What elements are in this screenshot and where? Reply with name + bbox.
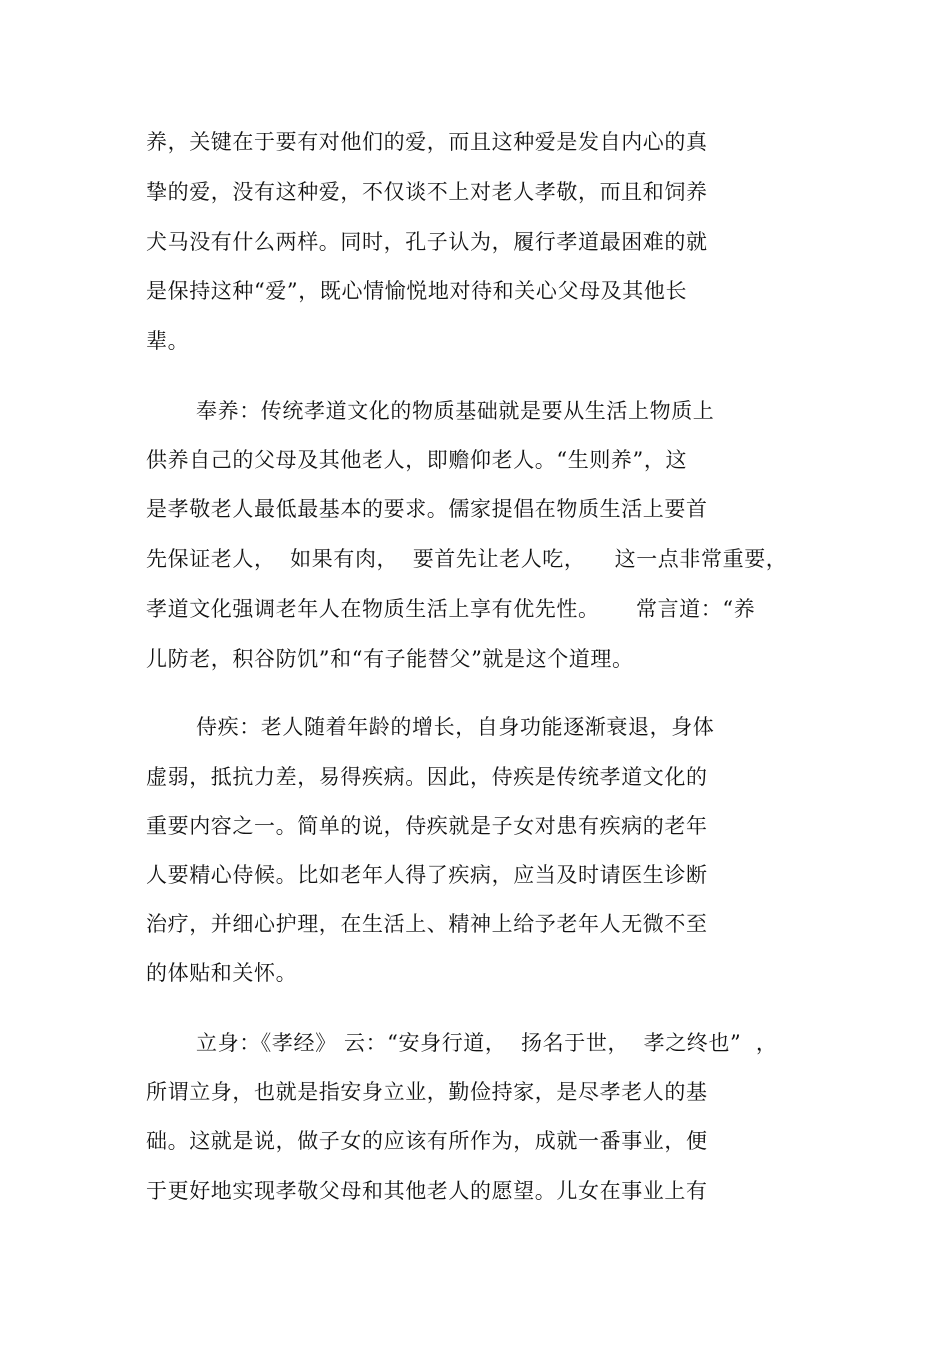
text-line: 供养自己的父母及其他老人，即赡仰老人。“生则养”，这 — [146, 448, 688, 472]
text-line: 虚弱，抵抗力差，易得疾病。因此，侍疾是传统孝道文化的 — [146, 765, 708, 789]
text-line: 人要精心侍候。比如老年人得了疾病，应当及时请医生诊断 — [146, 863, 708, 887]
text-line: 挚的爱，没有这种爱，不仅谈不上对老人孝敬，而且和饲养 — [146, 180, 708, 204]
text-line: 于更好地实现孝敬父母和其他老人的愿望。儿女在事业上有 — [146, 1179, 708, 1203]
text-line: 儿防老，积谷防饥”和“有子能替父”就是这个道理。 — [146, 647, 634, 671]
text-line: 是保持这种“爱”，既心情愉悦地对待和关心父母及其他长 — [146, 279, 688, 303]
text-line: 孝道文化强调老年人在物质生活上享有优先性。 常言道：“养 — [146, 597, 756, 621]
paragraph-start-line: 立身：《孝经》 云：“安身行道， 扬名于世， 孝之终也” ， — [196, 1031, 778, 1055]
text-line: 先保证老人， 如果有肉， 要首先让老人吃， 这一点非常重要， — [146, 547, 788, 571]
text-line: 辈。 — [146, 329, 190, 353]
paragraph-start-line: 奉养：传统孝道文化的物质基础就是要从生活上物质上 — [196, 399, 715, 423]
text-line: 犬马没有什么两样。同时，孔子认为，履行孝道最困难的就 — [146, 230, 708, 254]
text-line: 是孝敬老人最低最基本的要求。儒家提倡在物质生活上要首 — [146, 497, 708, 521]
text-line: 础。这就是说，做子女的应该有所作为，成就一番事业，便 — [146, 1129, 708, 1153]
text-line: 所谓立身，也就是指安身立业，勤俭持家，是尽孝老人的基 — [146, 1080, 708, 1104]
text-line: 治疗，并细心护理，在生活上、精神上给予老年人无微不至 — [146, 912, 708, 936]
text-line: 重要内容之一。简单的说，侍疾就是子女对患有疾病的老年 — [146, 814, 708, 838]
text-line: 养，关键在于要有对他们的爱，而且这种爱是发自内心的真 — [146, 130, 708, 154]
paragraph-start-line: 侍疾：老人随着年龄的增长，自身功能逐渐衰退，身体 — [196, 715, 715, 739]
text-line: 的体贴和关怀。 — [146, 961, 298, 985]
